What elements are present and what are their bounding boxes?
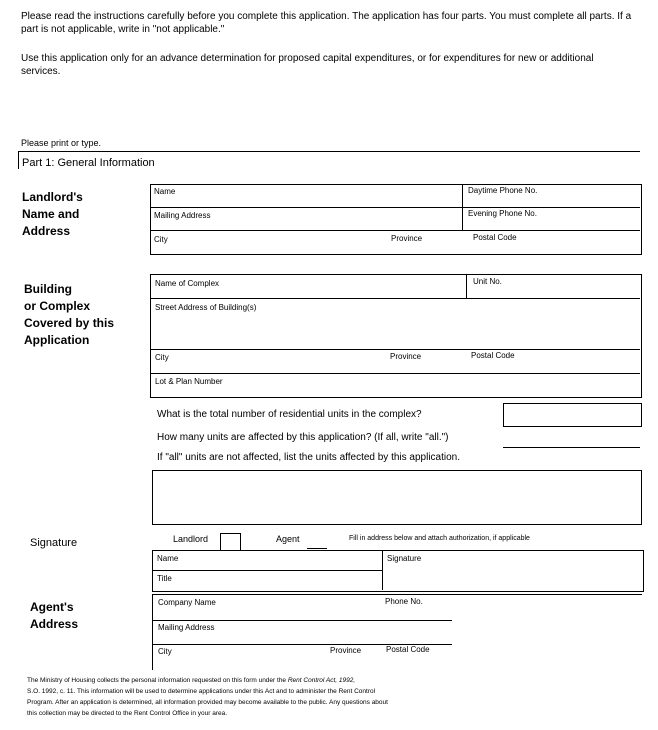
agent-mailing-address-field[interactable]: Mailing Address [158,623,215,632]
building-row-rule-3 [150,373,640,374]
part1-title: Part 1: General Information [22,157,155,169]
agent-address-top-rule [152,594,642,595]
landlord-checkbox[interactable] [220,533,241,551]
landlord-mailing-address-field[interactable]: Mailing Address [154,211,211,220]
signatory-title-field[interactable]: Title [157,574,172,583]
building-city-field[interactable]: City [155,353,169,362]
signature-row-rule [152,570,382,571]
building-row-rule-1 [150,298,640,299]
agent-company-name-field[interactable]: Company Name [158,598,216,607]
privacy-notice: The Ministry of Housing collects the personal information requested on this form under the Rent Control Act, 1992, S.O. 1992, c. 11. This information will be used to determine applications under this Act and to administer the Rent Control Program. After an application is determined, all information provided may become available to the public. Any questions about this collection may be directed to the Rent Control Office in your area. [27,677,388,717]
landlord-option-label: Landlord [173,534,209,544]
list-units-question: If "all" units are not affected, list the units affected by this application. [157,452,461,463]
affected-units-list-box[interactable] [152,470,642,525]
part1-top-rule [18,151,640,152]
total-units-question: What is the total number of residential units in the complex? [157,409,422,420]
units-affected-input[interactable] [503,447,640,448]
signature-heading: Signature [30,537,78,549]
instructions-paragraph-2: Use this application only for an advance determination for proposed capital expenditures, or for expenditures for new or additional services. [21,53,594,77]
landlord-heading: Landlord's Name and Address [22,190,83,238]
agent-checkbox[interactable] [307,548,327,549]
agent-fill-note: Fill in address below and attach authorization, if applicable [349,535,530,542]
signature-divider [382,550,383,590]
landlord-evening-phone-field[interactable]: Evening Phone No. [468,209,537,218]
signatory-name-field[interactable]: Name [157,554,179,563]
agent-address-left-rule [152,594,153,670]
agent-address-heading: Agent's Address [30,600,79,631]
building-info-box [150,274,642,398]
landlord-province-field[interactable]: Province [391,234,423,243]
building-unit-divider [466,274,467,298]
building-street-address-field[interactable]: Street Address of Building(s) [155,303,257,312]
agent-phone-field[interactable]: Phone No. [385,597,423,606]
landlord-name-field[interactable]: Name [154,187,176,196]
agent-address-row-rule-1 [152,620,452,621]
building-heading: Building or Complex Covered by this Application [24,282,115,347]
instructions [21,10,633,78]
units-affected-question: How many units are affected by this application? (If all, write "all.") [157,432,449,443]
landlord-address-box [150,184,642,255]
landlord-row-rule-2 [150,230,640,231]
building-province-field[interactable]: Province [390,352,422,361]
building-unit-no-field[interactable]: Unit No. [473,277,502,286]
total-units-input[interactable] [503,403,642,427]
part1-left-tick [18,151,19,169]
landlord-phone-divider [462,184,463,230]
signatory-signature-field[interactable]: Signature [387,554,422,563]
building-complex-name-field[interactable]: Name of Complex [155,279,220,288]
print-note: Please print or type. [21,138,102,148]
landlord-row-rule-1 [150,207,640,208]
landlord-city-field[interactable]: City [154,235,168,244]
agent-city-field[interactable]: City [158,647,172,656]
instructions-paragraph-1: Please read the instructions carefully before you complete this application. The application has four parts. You must complete all parts. If a part is not applicable, write in "not applicable." [21,11,632,35]
landlord-daytime-phone-field[interactable]: Daytime Phone No. [468,186,538,195]
landlord-postal-code-field[interactable]: Postal Code [473,233,517,242]
agent-province-field[interactable]: Province [330,646,362,655]
building-row-rule-2 [150,349,640,350]
building-postal-code-field[interactable]: Postal Code [471,351,515,360]
agent-option-label: Agent [276,534,300,544]
building-lot-plan-field[interactable]: Lot & Plan Number [155,377,223,386]
agent-postal-code-field[interactable]: Postal Code [386,645,430,654]
